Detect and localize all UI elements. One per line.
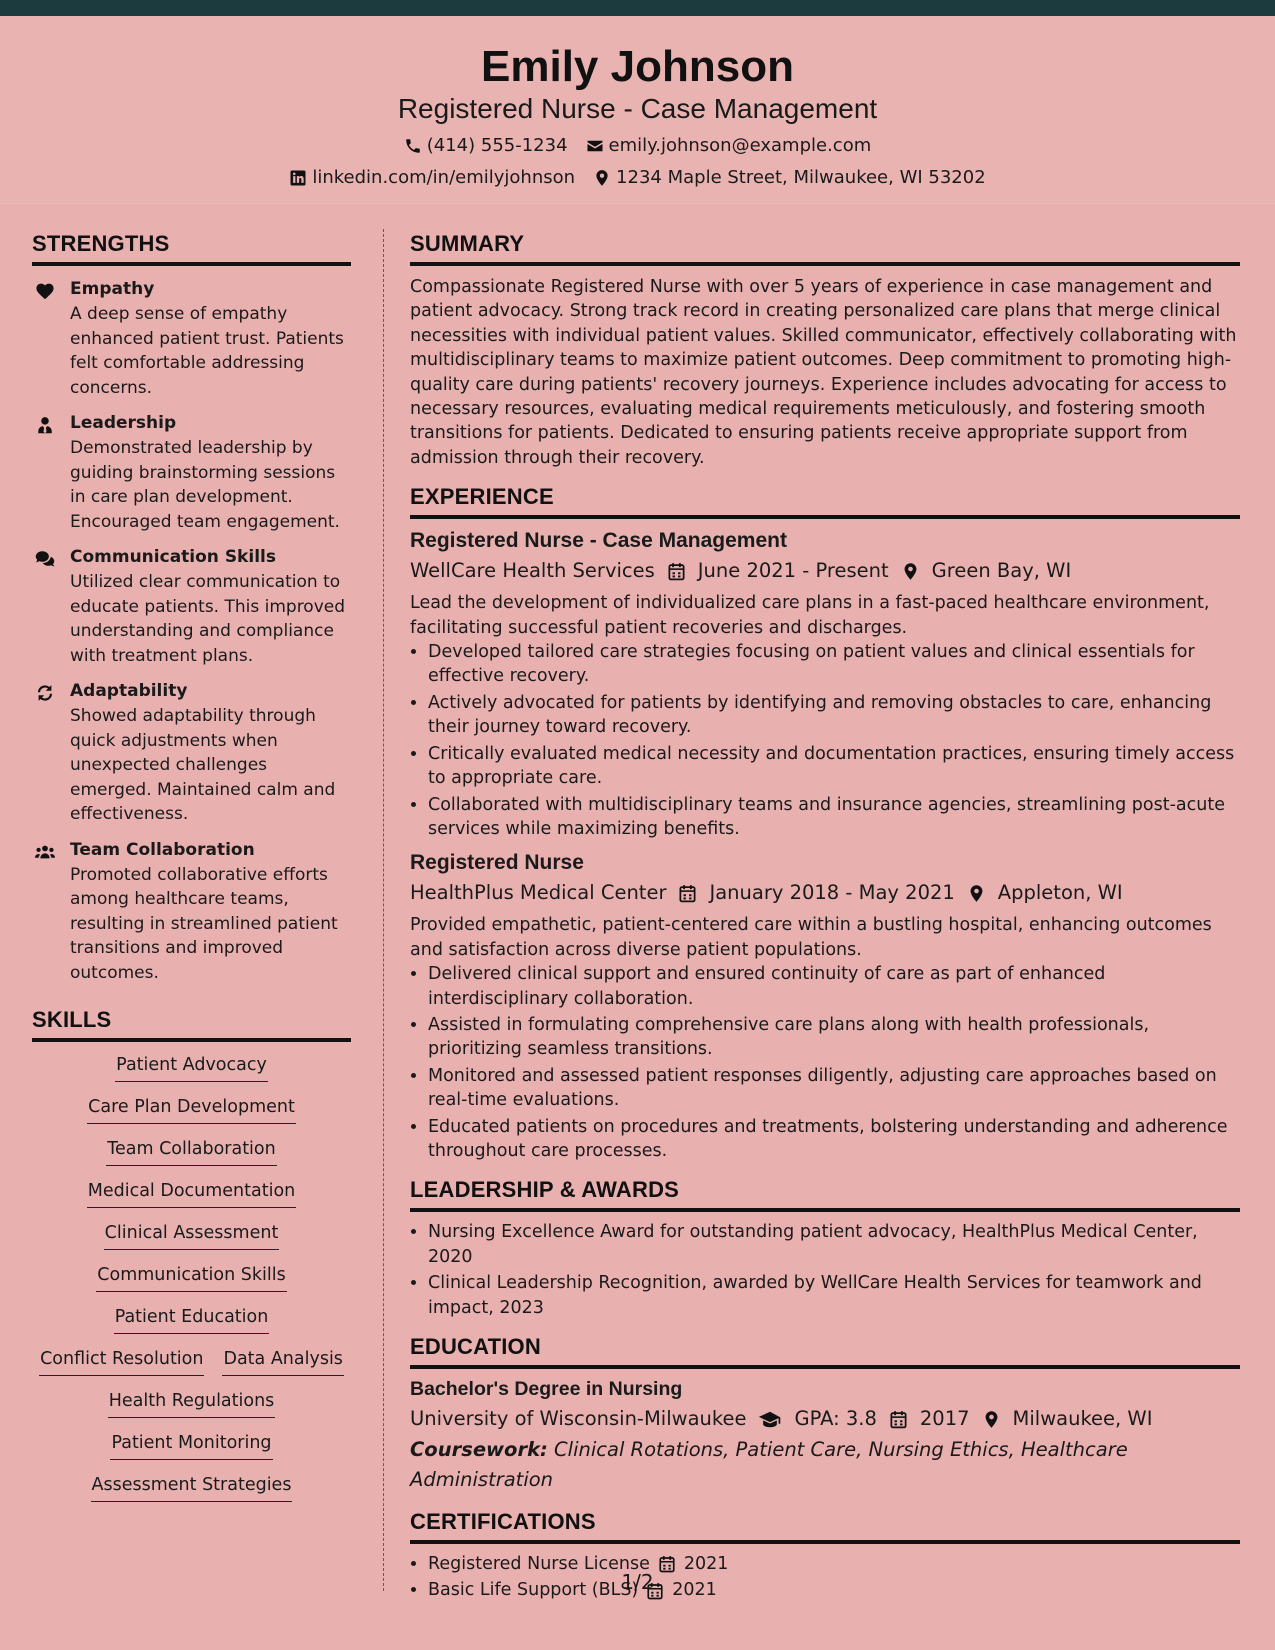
strength-title: Team Collaboration: [70, 839, 255, 860]
map-marker-icon: [967, 884, 986, 903]
job-dates: June 2021 - Present: [697, 559, 889, 583]
address-text: 1234 Maple Street, Milwaukee, WI 53202: [616, 167, 986, 188]
list-item: • Critically evaluated medical necessity and documentation practices, ensuring timely access to appropriate care.: [428, 742, 1240, 791]
strength-title: Adaptability: [70, 681, 188, 701]
skill-tag: Conflict Resolution: [39, 1346, 204, 1376]
calendar-icon: [889, 1410, 908, 1429]
resume-body: [0, 205, 1275, 1605]
education-meta: [410, 1403, 1240, 1435]
strength-item: [32, 276, 351, 400]
strength-item: [32, 544, 351, 668]
contact-line-2: [0, 162, 1275, 194]
awards-list: [410, 1220, 1240, 1320]
strength-desc: A deep sense of empathy enhanced patient trust. Patients felt comfortable addressing concerns.: [70, 304, 344, 398]
skill-tag: Care Plan Development: [87, 1094, 296, 1124]
skill-tag: Communication Skills: [96, 1262, 286, 1292]
education-gpa: GPA: 3.8: [794, 1407, 877, 1430]
skill-tag: Clinical Assessment: [104, 1220, 280, 1250]
skill-tag: Data Analysis: [222, 1346, 343, 1376]
users-icon: [35, 843, 55, 861]
email-text: emily.johnson@example.com: [608, 135, 872, 156]
job-description: Provided empathetic, patient-centered care within a bustling hospital, enhancing outcomes and satisfaction across diverse patient populations.: [410, 915, 1212, 960]
list-item: • Collaborated with multidisciplinary teams and insurance agencies, streamlining post-acute services while maximizing benefits.: [428, 793, 1240, 842]
experience-title: EXPERIENCE: [410, 484, 1240, 519]
list-item: • Assisted in formulating comprehensive care plans along with health professionals, prioritizing seamless transitions.: [428, 1013, 1240, 1062]
coursework-label: Coursework:: [410, 1438, 548, 1461]
comments-icon: [35, 550, 55, 568]
job-bullets: [410, 962, 1240, 1163]
top-bar: [0, 0, 1275, 16]
skill-tag: Medical Documentation: [87, 1178, 297, 1208]
candidate-role: Registered Nurse - Case Management: [397, 93, 878, 124]
summary-text: Compassionate Registered Nurse with over 5 years of experience in case management and patient advocacy. Strong track record in creating personalized care plans that merge clinical necessities with individual patient values. Skilled communicator, effectively collaborating with multidisciplinary teams to maximize patient outcomes. Deep commitment to promoting high-quality care during patients' recovery journeys. Experience includes advocating for access to necessary resources, evaluating medical requirements meticulously, and fostering smooth transitions for patients. Dedicated to ensuring patients receive appropriate support from admission through their recovery.: [410, 277, 1237, 468]
contact-email[interactable]: [586, 130, 872, 162]
heart-icon: [35, 282, 55, 300]
linkedin-icon: [289, 169, 307, 187]
education-year: 2017: [919, 1407, 970, 1430]
education-degree: Bachelor's Degree in Nursing: [410, 1378, 683, 1400]
strength-title: Empathy: [70, 279, 155, 299]
linkedin-text: linkedin.com/in/emilyjohnson: [312, 167, 576, 188]
list-item: • Delivered clinical support and ensured continuity of care as part of enhanced interdisciplinary collaboration.: [428, 962, 1240, 1011]
graduation-cap-icon: [758, 1410, 782, 1429]
user-tie-icon: [35, 416, 55, 434]
skills-title: SKILLS: [32, 1007, 351, 1042]
summary-title: SUMMARY: [410, 231, 1240, 266]
job-bullets: [410, 640, 1240, 841]
awards-title: LEADERSHIP & AWARDS: [410, 1177, 1240, 1212]
candidate-name: Emily Johnson: [481, 42, 794, 91]
skill-tag: Patient Education: [114, 1304, 270, 1334]
sync-icon: [35, 684, 55, 702]
skill-tag: Team Collaboration: [106, 1136, 276, 1166]
skill-tag: Assessment Strategies: [91, 1472, 293, 1502]
map-marker-icon: [901, 562, 920, 581]
certification-name: • Basic Life Support (BLS): [428, 1580, 639, 1601]
certification-name: • Registered Nurse License: [428, 1554, 650, 1574]
envelope-icon: [586, 137, 604, 155]
strength-item: [32, 837, 351, 986]
education-school: University of Wisconsin-Milwaukee: [410, 1407, 747, 1430]
skill-tag: Health Regulations: [108, 1388, 276, 1418]
certifications-title: CERTIFICATIONS: [410, 1509, 1240, 1544]
phone-text: (414) 555-1234: [426, 135, 568, 156]
skill-tag: Patient Advocacy: [115, 1052, 268, 1082]
map-marker-icon: [982, 1410, 1001, 1429]
list-item: • Actively advocated for patients by identifying and removing obstacles to care, enhancing their journey toward recovery.: [428, 691, 1240, 740]
job-company: WellCare Health Services: [410, 559, 655, 583]
phone-icon: [404, 137, 422, 155]
map-marker-icon: [593, 169, 611, 187]
certification-year: 2021: [683, 1554, 729, 1574]
contact-phone[interactable]: [404, 130, 568, 162]
job-company: HealthPlus Medical Center: [410, 881, 667, 905]
education-title: EDUCATION: [410, 1334, 1240, 1369]
education-location: Milwaukee, WI: [1012, 1407, 1153, 1430]
job-location: Green Bay, WI: [931, 559, 1072, 583]
contact-linkedin[interactable]: [289, 162, 575, 194]
list-item: • Educated patients on procedures and treatments, bolstering understanding and adherence throughout care processes.: [428, 1115, 1240, 1164]
column-divider: [383, 229, 384, 1591]
job-title: Registered Nurse: [410, 851, 584, 875]
calendar-icon: [678, 884, 697, 903]
job-location: Appleton, WI: [997, 881, 1123, 905]
resume-header: [0, 16, 1275, 204]
list-item: • Clinical Leadership Recognition, awarded by WellCare Health Services for teamwork and impact, 2023: [428, 1271, 1240, 1320]
skill-tag: Patient Monitoring: [110, 1430, 272, 1460]
page-number: 1/2: [621, 1570, 654, 1594]
strength-desc: Demonstrated leadership by guiding brainstorming sessions in care plan development. Encouraged team engagement.: [70, 438, 340, 532]
strengths-title: STRENGTHS: [32, 231, 351, 266]
strength-desc: Utilized clear communication to educate patients. This improved understanding and compliance with treatment plans.: [70, 572, 346, 666]
list-item: • Developed tailored care strategies focusing on patient values and clinical essentials for effective recovery.: [428, 640, 1240, 689]
contact-line-1: [0, 130, 1275, 162]
job-entry: [410, 849, 1240, 1163]
skills-list: [32, 1052, 351, 1502]
job-meta: [410, 555, 1240, 587]
strength-desc: Promoted collaborative efforts among healthcare teams, resulting in streamlined patient transitions and improved outcomes.: [70, 864, 338, 983]
education-coursework: [410, 1435, 1240, 1495]
strength-desc: Showed adaptability through quick adjustments when unexpected challenges emerged. Maintained calm and effectiveness.: [70, 706, 336, 824]
job-meta: [410, 877, 1240, 909]
contact-address: [593, 162, 986, 194]
calendar-icon: [667, 562, 686, 581]
strength-title: Communication Skills: [70, 547, 276, 567]
job-dates: January 2018 - May 2021: [709, 881, 955, 905]
right-column: [410, 205, 1240, 1605]
job-title: Registered Nurse - Case Management: [410, 529, 787, 553]
coursework-text: Clinical Rotations, Patient Care, Nursing Ethics, Healthcare Administration: [410, 1438, 1128, 1491]
list-item: • Nursing Excellence Award for outstanding patient advocacy, HealthPlus Medical Center, 2020: [428, 1220, 1240, 1269]
left-column: [32, 205, 351, 1502]
strength-item: [32, 678, 351, 827]
certification-year: 2021: [672, 1580, 717, 1601]
strength-title: Leadership: [70, 413, 177, 433]
job-description: Lead the development of individualized care plans in a fast-paced healthcare environment, facilitating successful patient recoveries and discharges.: [410, 593, 1210, 638]
strength-item: [32, 410, 351, 534]
list-item: • Monitored and assessed patient responses diligently, adjusting care approaches based on real-time evaluations.: [428, 1064, 1240, 1113]
job-entry: [410, 527, 1240, 841]
